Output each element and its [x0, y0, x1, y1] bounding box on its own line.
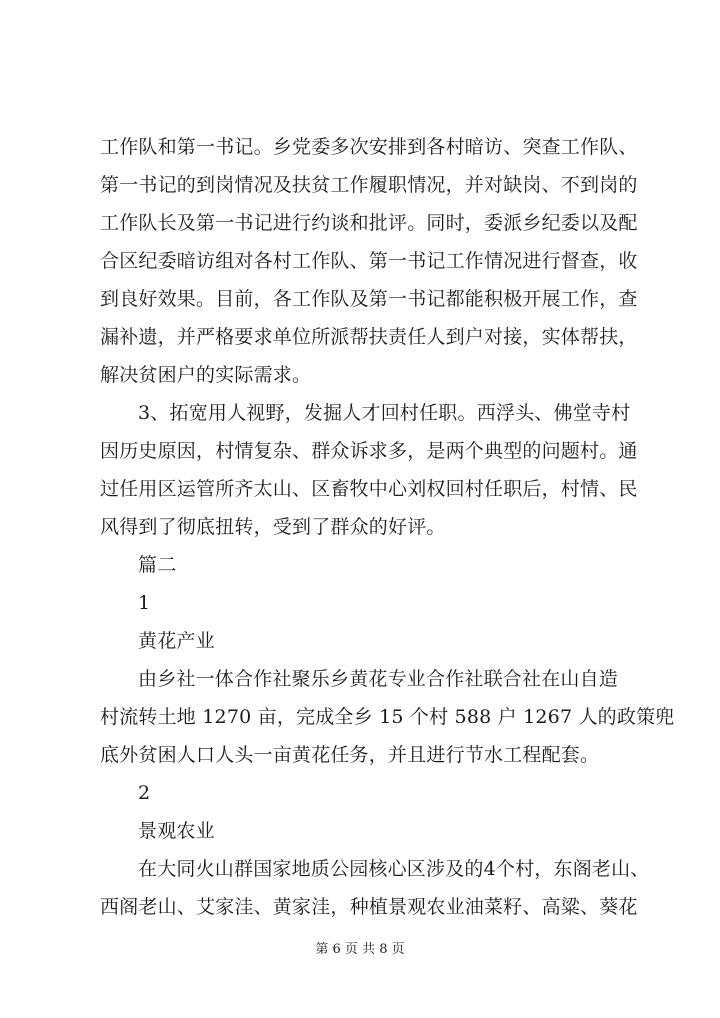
text-line: 合区纪委暗访组对各村工作队、第一书记工作情况进行督查，收 [100, 250, 638, 272]
text-line: 漏补遗，并严格要求单位所派帮扶责任人到户对接，实体帮扶， [100, 326, 638, 348]
page-number-footer: 第 6 页 共 8 页 [315, 942, 405, 957]
text-line: 在大同火山群国家地质公园核心区涉及的4个村，东阁老山、 [138, 858, 650, 880]
text-line: 村流转土地 1270 亩，完成全乡 15 个村 588 户 1267 人的政策兜 [100, 706, 675, 728]
text-line: 底外贫困人口人头一亩黄花任务，并且进行节水工程配套。 [100, 744, 600, 766]
text-line: 风得到了彻底扭转，受到了群众的好评。 [100, 516, 446, 538]
text-line: 到良好效果。目前，各工作队及第一书记都能积极开展工作，查 [100, 288, 638, 310]
item-number: 1 [138, 592, 151, 614]
text-line: 第一书记的到岗情况及扶贫工作履职情况，并对缺岗、不到岗的 [100, 174, 638, 196]
section-heading: 篇二 [138, 554, 177, 576]
document-body [100, 128, 675, 926]
text-line: 3、拓宽用人视野，发掘人才回村任职。西浮头、佛堂寺村 [138, 402, 631, 424]
text-line: 西阁老山、艾家洼、黄家洼，种植景观农业油菜籽、高粱、葵花 [100, 896, 638, 918]
item-number: 2 [138, 782, 151, 804]
text-line: 由乡社一体合作社聚乐乡黄花专业合作社联合社在山自造 [138, 668, 619, 690]
item-title: 景观农业 [138, 820, 215, 842]
text-line: 解决贫困户的实际需求。 [100, 364, 312, 386]
text-line: 工作队长及第一书记进行约谈和批评。同时，委派乡纪委以及配 [100, 212, 638, 234]
text-line: 工作队和第一书记。乡党委多次安排到各村暗访、突查工作队、 [100, 136, 638, 158]
text-line: 因历史原因，村情复杂、群众诉求多，是两个典型的问题村。通 [100, 440, 638, 462]
text-line: 过任用区运管所齐太山、区畜牧中心刘权回村任职后，村情、民 [100, 478, 638, 500]
item-title: 黄花产业 [138, 630, 215, 652]
